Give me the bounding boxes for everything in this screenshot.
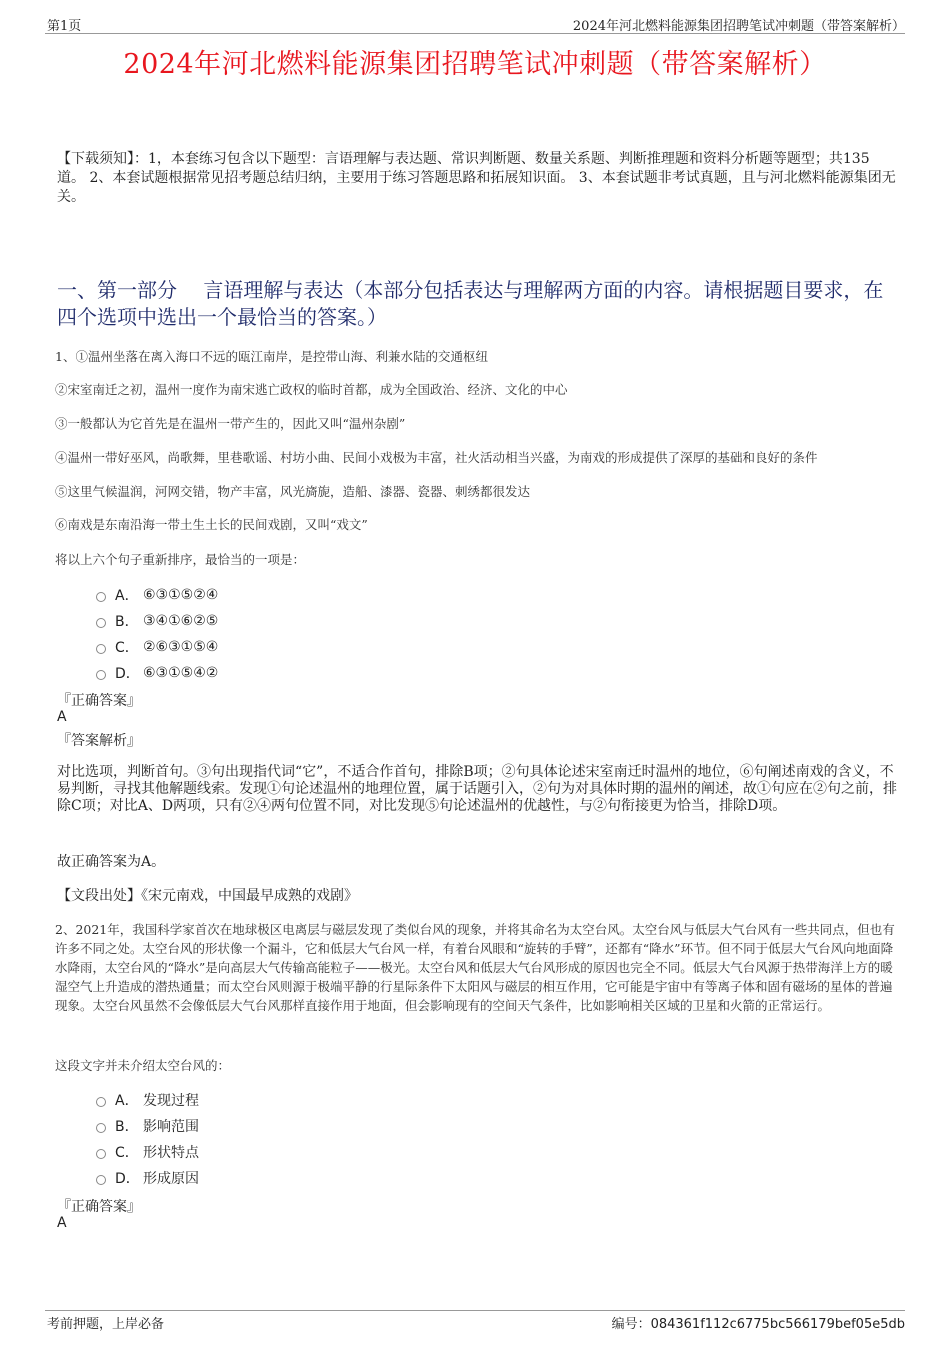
footer-divider bbox=[45, 1310, 905, 1311]
q2-option-a[interactable] bbox=[96, 1090, 199, 1110]
radio-icon[interactable] bbox=[96, 618, 106, 628]
radio-icon[interactable] bbox=[96, 592, 106, 602]
footer-slogan: 考前押题，上岸必备 bbox=[47, 1317, 165, 1332]
radio-icon[interactable] bbox=[96, 670, 106, 680]
q2-option-b[interactable] bbox=[96, 1116, 199, 1136]
q2-answer-label: 『正确答案』 bbox=[57, 1199, 141, 1215]
q1-sentence-1: 1、①温州坐落在离入海口不远的瓯江南岸，是控带山海、利兼水陆的交通枢纽 bbox=[55, 349, 488, 364]
option-text: ②⑥③①⑤④ bbox=[143, 639, 219, 655]
header-page-number: 第1页 bbox=[47, 19, 82, 34]
download-notice: 【下载须知】：1，本套练习包含以下题型：言语理解与表达题、常识判断题、数量关系题、判断推理题和资料分析题等题型；共135道。 2、本套试题根据常见招考题总结归纳，主要用于练习答题思路和拓展知识面。 3、本套试题非考试真题，且与河北燃料能源集团无关。 bbox=[57, 151, 896, 205]
q1-source: 【文段出处】《宋元南戏，中国最早成熟的戏剧》 bbox=[57, 888, 358, 904]
footer-code-value: 084361f112c6775bc566179bef05e5db bbox=[650, 1317, 905, 1332]
footer-code-label: 编号： bbox=[611, 1317, 651, 1332]
q1-sentence-4: ④温州一带好巫风，尚歌舞，里巷歌谣、村坊小曲、民间小戏极为丰富，社火活动相当兴盛，为南戏的形成提供了深厚的基础和良好的条件 bbox=[55, 450, 818, 465]
option-text: ⑥③①⑤④② bbox=[143, 665, 219, 681]
section-heading: 一、第一部分 言语理解与表达（本部分包括表达与理解两方面的内容。请根据题目要求，在四个选项中选出一个最恰当的答案。） bbox=[57, 278, 884, 329]
q1-answer: A bbox=[57, 709, 67, 725]
option-letter: D． bbox=[115, 1171, 140, 1187]
q2-passage: 2、2021年，我国科学家首次在地球极区电离层与磁层发现了类似台风的现象，并将其命名为太空台风。太空台风与低层大气台风有一些共同点，但也有许多不同之处。太空台风的形状像一个漏斗，它和低层大气台风一样，有着台风眼和“旋转的手臂”，还都有“降水”环节。但不同于低层大气台风向地面降水降雨，太空台风的“降水”是向高层大气传输高能粒子——极光。太空台风和低层大气台风形成的原因也完全不同。低层大气台风源于热带海洋上方的暖湿空气上升造成的潜热通量；而太空台风则源于极端平静的行星际条件下太阳风与磁层的相互作用，它可能是宇宙中有等离子体和固有磁场的星体的普遍现象。太空台风虽然不会像低层大气台风那样直接作用于地面，但会影响现有的空间天气条件，比如影响相关区域的卫星和火箭的正常运行。 bbox=[55, 922, 895, 1013]
option-letter: D． bbox=[115, 666, 140, 682]
q1-analysis: 对比选项，判断首句。③句出现指代词“它”，不适合作首句，排除B项；②句具体论述宋室南迁时温州的地位，⑥句阐述南戏的含义，不易判断，寻找其他解题线索。发现①句论述温州的地理位置，属于话题引入，②句为对具体时期的温州的阐述，故①句应在②句之前，排除C项；对比A、D两项，只有②④两句位置不同，对比发现⑤句论述温州的优越性，与②句衔接更为恰当，排除D项。 bbox=[57, 764, 897, 814]
option-text: 形状特点 bbox=[143, 1145, 199, 1161]
q1-option-b[interactable] bbox=[96, 611, 218, 631]
q1-analysis-label: 『答案解析』 bbox=[57, 733, 141, 749]
option-text: 发现过程 bbox=[143, 1093, 199, 1109]
header-doc-title: 2024年河北燃料能源集团招聘笔试冲刺题（带答案解析） bbox=[572, 19, 905, 34]
option-text: ⑥③①⑤②④ bbox=[143, 587, 219, 603]
q1-answer-label: 『正确答案』 bbox=[57, 693, 141, 709]
option-letter: A． bbox=[115, 1093, 139, 1109]
option-letter: A． bbox=[115, 588, 139, 604]
q2-answer: A bbox=[57, 1215, 67, 1231]
q2-option-c[interactable] bbox=[96, 1142, 199, 1162]
q1-option-d[interactable] bbox=[96, 663, 218, 683]
option-letter: B． bbox=[115, 1119, 139, 1135]
header-divider bbox=[45, 33, 905, 34]
q1-sentence-6: ⑥南戏是东南沿海一带土生土长的民间戏剧，又叫“戏文” bbox=[55, 517, 368, 532]
q2-prompt: 这段文字并未介绍太空台风的： bbox=[55, 1058, 231, 1073]
q1-sentence-5: ⑤这里气候温润，河网交错，物产丰富，风光旖旎，造船、漆器、瓷器、刺绣都很发达 bbox=[55, 484, 531, 499]
q1-option-a[interactable] bbox=[96, 585, 218, 605]
option-text: ③④①⑥②⑤ bbox=[143, 613, 219, 629]
q2-option-d[interactable] bbox=[96, 1168, 199, 1188]
q1-sentence-3: ③一般都认为它首先是在温州一带产生的，因此又叫“温州杂剧” bbox=[55, 416, 406, 431]
page-title: 2024年河北燃料能源集团招聘笔试冲刺题（带答案解析） bbox=[123, 49, 827, 80]
q1-prompt: 将以上六个句子重新排序，最恰当的一项是： bbox=[55, 552, 306, 567]
q1-conclusion: 故正确答案为A。 bbox=[57, 854, 166, 870]
option-text: 影响范围 bbox=[143, 1119, 199, 1135]
radio-icon[interactable] bbox=[96, 1149, 106, 1159]
radio-icon[interactable] bbox=[96, 1175, 106, 1185]
footer-code bbox=[612, 1313, 905, 1332]
option-letter: C． bbox=[115, 1145, 139, 1161]
option-letter: B． bbox=[115, 614, 139, 630]
q1-option-c[interactable] bbox=[96, 637, 218, 657]
radio-icon[interactable] bbox=[96, 644, 106, 654]
q1-sentence-2: ②宋室南迁之初，温州一度作为南宋逃亡政权的临时首都，成为全国政治、经济、文化的中心 bbox=[55, 382, 568, 397]
radio-icon[interactable] bbox=[96, 1123, 106, 1133]
radio-icon[interactable] bbox=[96, 1097, 106, 1107]
option-letter: C． bbox=[115, 640, 139, 656]
option-text: 形成原因 bbox=[143, 1171, 199, 1187]
